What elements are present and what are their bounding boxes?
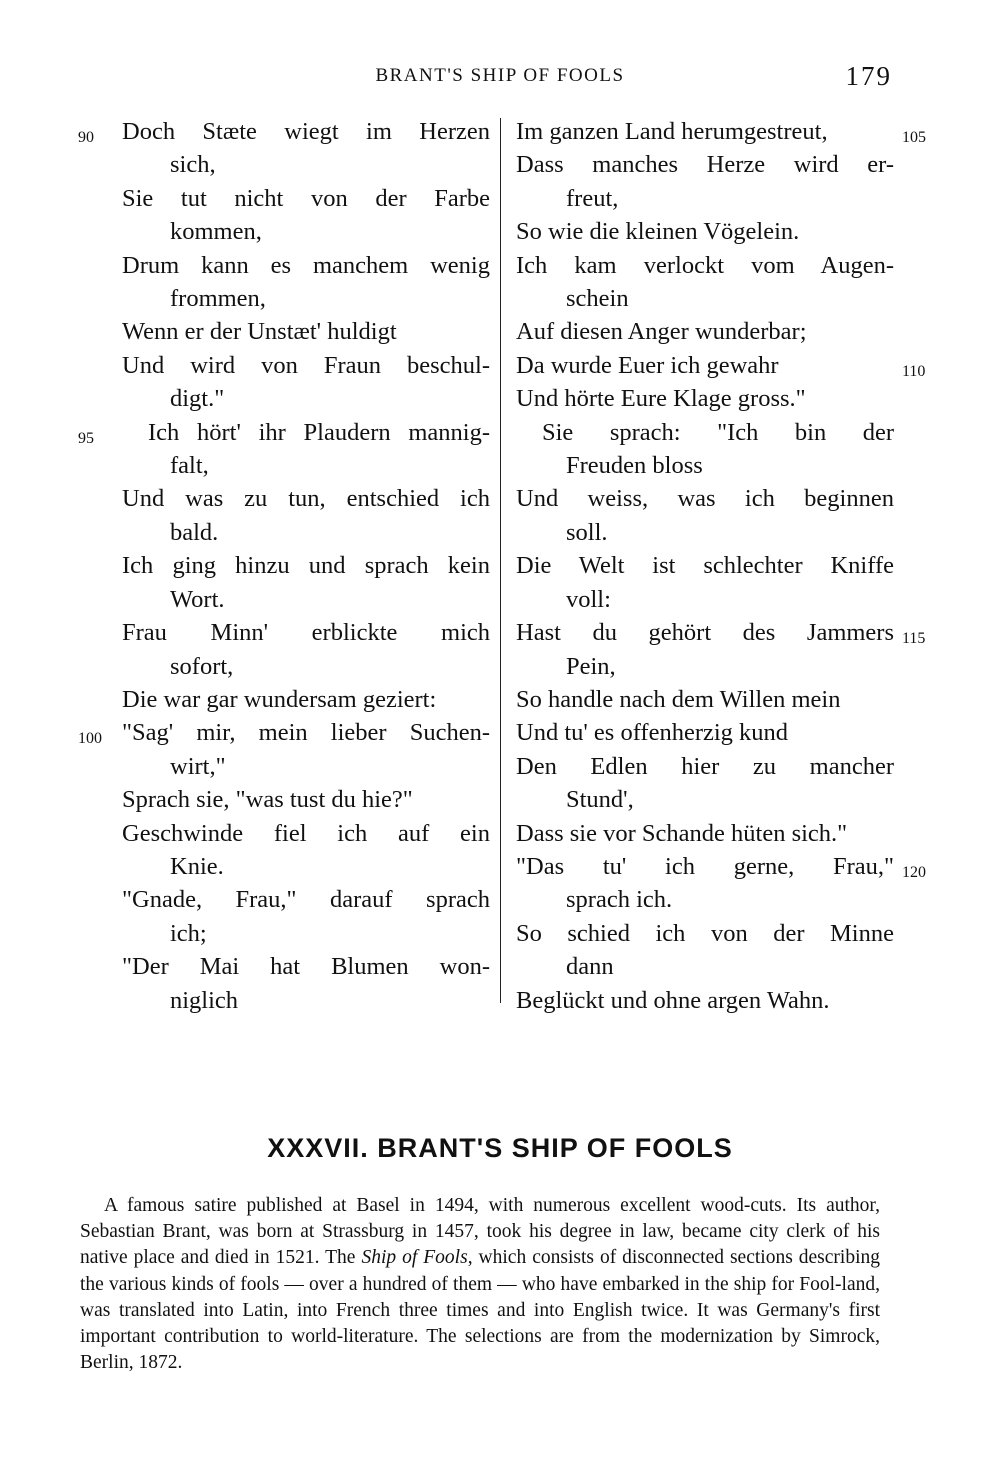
verse-line-continuation: Freuden bloss xyxy=(566,452,703,480)
verse-line-continuation: frommen, xyxy=(170,285,266,313)
verse-line-continuation: niglich xyxy=(170,986,239,1014)
verse-line: Ich kam verlockt vom Augen- xyxy=(516,251,894,279)
line-number: 100 xyxy=(78,730,102,748)
verse-line-continuation: schein xyxy=(566,285,629,313)
verse-line: So wie die kleinen Vögelein. xyxy=(516,218,800,246)
verse-line: "Der Mai hat Blumen won- xyxy=(122,953,490,981)
verse-line: Sie tut nicht von der Farbe xyxy=(122,184,490,212)
poem-right-column xyxy=(510,115,940,1017)
verse xyxy=(74,115,490,182)
verse-line-continuation: ich; xyxy=(170,919,207,947)
verse xyxy=(74,249,490,316)
verse xyxy=(74,482,490,549)
verse-line: Ich hört' ihr Plaudern mannig- xyxy=(148,418,490,446)
page-number: 179 xyxy=(845,61,892,91)
verse xyxy=(74,716,490,783)
verse-line: Drum kann es manchem wenig xyxy=(122,251,490,279)
verse-line-continuation: Pein, xyxy=(566,652,616,680)
verse-line: Sie sprach: "Ich bin der xyxy=(542,418,894,446)
verse xyxy=(74,683,490,716)
verse-line-continuation: Knie. xyxy=(170,852,224,880)
verse xyxy=(510,750,940,817)
verse xyxy=(510,315,940,348)
verse xyxy=(74,817,490,884)
verse xyxy=(74,616,490,683)
verse xyxy=(510,850,940,917)
verse-line: Und wird von Fraun beschul- xyxy=(122,351,490,379)
verse-line: Und tu' es offenherzig kund xyxy=(516,719,789,747)
verse xyxy=(74,950,490,1017)
verse-line-continuation: digt." xyxy=(170,385,225,413)
line-number: 105 xyxy=(902,129,926,146)
verse-line: Die Welt ist schlechter Kniffe xyxy=(516,552,894,580)
verse xyxy=(510,984,940,1017)
verse-line: Und was zu tun, entschied ich xyxy=(122,485,490,513)
verse-line: Geschwinde fiel ich auf ein xyxy=(122,819,490,847)
verse xyxy=(510,616,940,683)
verse-line: Da wurde Euer ich gewahr xyxy=(516,351,779,379)
verse xyxy=(510,416,940,483)
verse-line: Sprach sie, "was tust du hie?" xyxy=(122,786,413,814)
verse xyxy=(510,917,940,984)
verse-line-continuation: bald. xyxy=(170,518,219,546)
verse-line: Und hörte Eure Klage gross." xyxy=(516,385,806,413)
verse-line-continuation: wirt," xyxy=(170,752,226,780)
verse-line: Ich ging hinzu und sprach kein xyxy=(122,552,490,580)
verse-line-continuation: sprach ich. xyxy=(566,886,673,914)
verse xyxy=(74,416,490,483)
intro-text-after: , which consists of disconnected sections describing the various kinds of fools — over a hundred of them — who have embarked in the ship for Fool-land, was translated into Latin, into French three times and into English twice. It was Germany's first important contribution to world-literature. The selections are from the modernization by Simrock, Berlin, 1872. xyxy=(80,1247,880,1374)
verse-line-continuation: kommen, xyxy=(170,218,262,246)
verse-line: Auf diesen Anger wunderbar; xyxy=(516,318,807,346)
verse xyxy=(510,482,940,549)
verse-line: Beglückt und ohne argen Wahn. xyxy=(516,986,830,1014)
verse xyxy=(510,683,940,716)
verse-line-continuation: Wort. xyxy=(170,585,225,613)
verse xyxy=(510,382,940,415)
intro-book-title: Ship of Fools xyxy=(361,1247,468,1269)
verse-line: "Gnade, Frau," darauf sprach xyxy=(122,886,490,914)
verse-line: Den Edlen hier zu mancher xyxy=(516,752,894,780)
verse xyxy=(510,716,940,749)
verse xyxy=(510,817,940,850)
verse-line: So schied ich von der Minne xyxy=(516,919,894,947)
running-title: BRANT'S SHIP OF FOOLS xyxy=(375,65,625,86)
verse xyxy=(74,883,490,950)
verse-line: Dass sie vor Schande hüten sich." xyxy=(516,819,848,847)
verse-line: Hast du gehört des Jammers xyxy=(516,619,894,647)
verse-line-continuation: voll: xyxy=(566,585,611,613)
verse-line-continuation: soll. xyxy=(566,518,608,546)
verse-line-continuation: sich, xyxy=(170,151,216,179)
verse-line-continuation: falt, xyxy=(170,452,209,480)
verse xyxy=(510,349,940,382)
intro-text-before: A famous satire published at Basel in 1494, with numerous excellent wood-cuts. Its author, Sebastian Brant, was born at Strassburg in 1457, took his degree in law, became city clerk of his native place and died in 1521. The xyxy=(80,1195,880,1269)
running-head xyxy=(0,63,1000,93)
verse-line: "Sag' mir, mein lieber Suchen- xyxy=(122,719,490,747)
verse xyxy=(510,148,940,215)
section-intro xyxy=(80,1193,880,1376)
line-number: 110 xyxy=(902,362,926,380)
verse-line: "Das tu' ich gerne, Frau," xyxy=(516,852,894,880)
verse-line: Doch Stæte wiegt im Herzen xyxy=(122,118,490,145)
verse-line: Im ganzen Land herumgestreut, xyxy=(516,118,828,145)
verse-line-continuation: freut, xyxy=(566,184,619,212)
verse xyxy=(74,783,490,816)
line-number: 90 xyxy=(78,129,94,146)
verse xyxy=(74,182,490,249)
verse-line: Frau Minn' erblickte mich xyxy=(122,619,490,647)
verse xyxy=(74,549,490,616)
section-heading: XXXVII. BRANT'S SHIP OF FOOLS xyxy=(267,1133,733,1163)
verse-line: Und weiss, was ich beginnen xyxy=(516,485,894,513)
verse xyxy=(510,115,940,148)
verse xyxy=(510,549,940,616)
line-number: 115 xyxy=(902,630,926,648)
verse-line: So handle nach dem Willen mein xyxy=(516,685,841,713)
line-number: 95 xyxy=(78,429,94,447)
line-number: 120 xyxy=(902,863,926,881)
verse-line-continuation: sofort, xyxy=(170,652,234,680)
verse-line: Die war gar wundersam geziert: xyxy=(122,685,437,713)
verse xyxy=(510,249,940,316)
verse xyxy=(510,215,940,248)
verse-line: Wenn er der Unstæt' huldigt xyxy=(122,318,397,346)
verse xyxy=(74,315,490,348)
column-divider xyxy=(500,118,501,1003)
poem-left-column xyxy=(74,115,490,1017)
verse-line-continuation: Stund', xyxy=(566,786,634,814)
verse-line-continuation: dann xyxy=(566,953,614,981)
verse xyxy=(74,349,490,416)
verse-line: Dass manches Herze wird er- xyxy=(516,151,894,179)
